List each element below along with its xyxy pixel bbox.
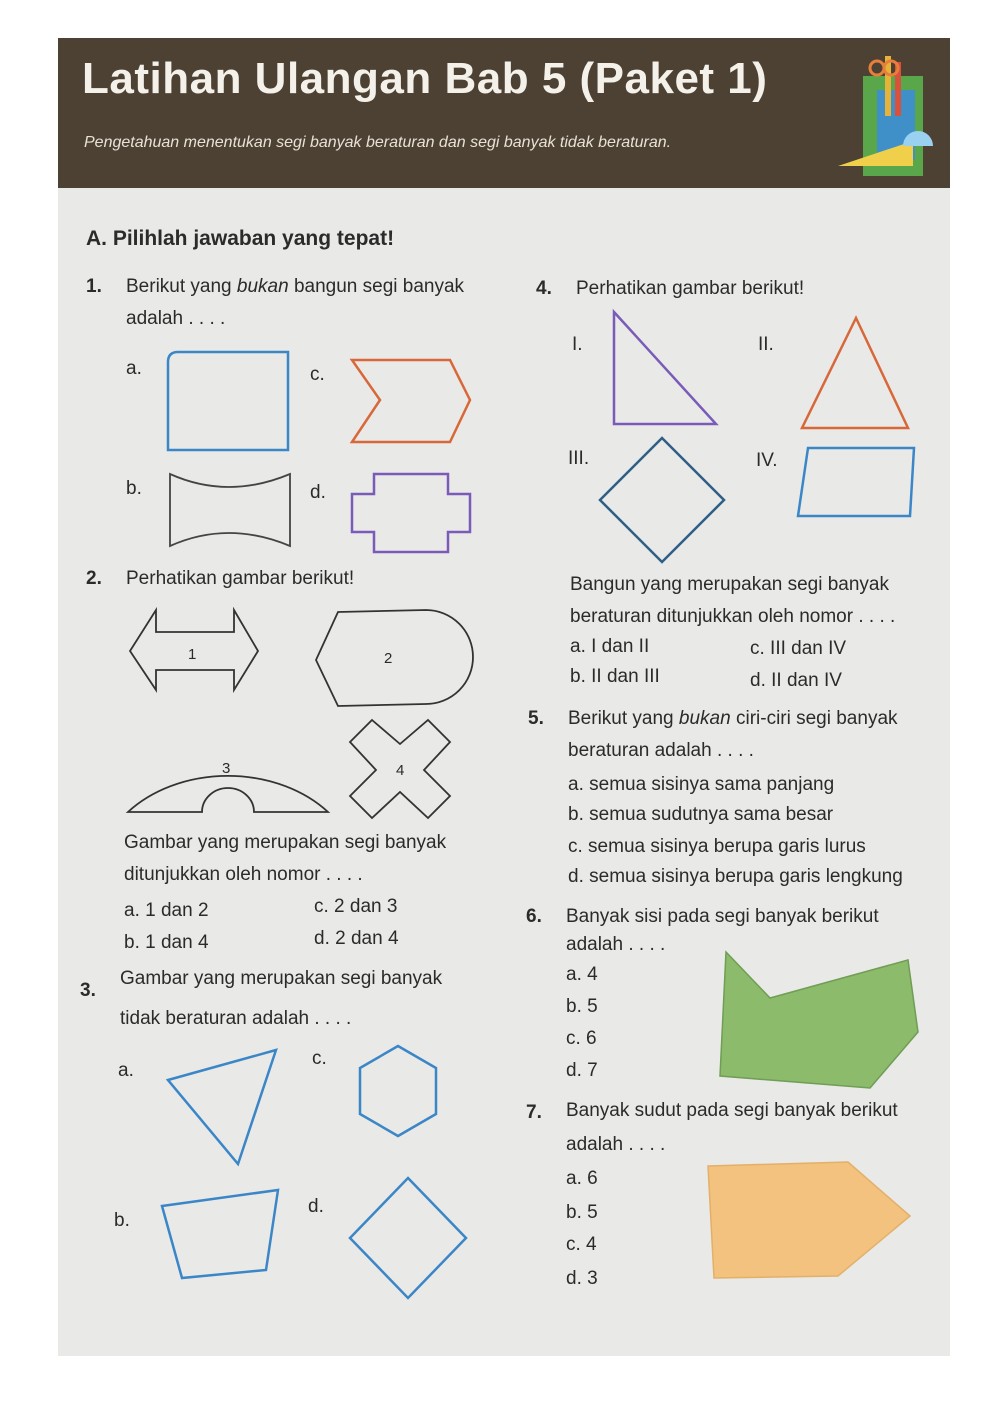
q5-option-c[interactable]: c. semua sisinya berupa garis lurus	[568, 836, 866, 857]
q4-option-c[interactable]: c. III dan IV	[750, 638, 847, 659]
q4-roman-3: III.	[568, 448, 590, 469]
q2-option-b[interactable]: b. 1 dan 4	[124, 932, 209, 953]
q6-filled-polygon	[720, 952, 918, 1088]
q7-option-a[interactable]: a. 6	[566, 1168, 598, 1189]
q4-roman-4: IV.	[756, 450, 778, 471]
q3-shape-b-trapezoid	[162, 1190, 278, 1278]
q7-option-d[interactable]: d. 3	[566, 1268, 598, 1289]
q2-option-a[interactable]: a. 1 dan 2	[124, 900, 209, 921]
q7-filled-pentagon	[708, 1162, 910, 1278]
q1-number: 1.	[86, 276, 102, 297]
q4-option-a[interactable]: a. I dan II	[570, 636, 650, 657]
q2-ask-line1: Gambar yang merupakan segi banyak	[124, 832, 447, 853]
page-title: Latihan Ulangan Bab 5 (Paket 1)	[82, 54, 768, 103]
q7-number: 7.	[526, 1102, 542, 1123]
q4-shape-3-square-diamond	[600, 438, 724, 562]
q3-question-line2: tidak beraturan adalah . . . .	[120, 1008, 352, 1029]
q7-question-line1: Banyak sudut pada segi banyak berikut	[566, 1100, 898, 1121]
q2-shape-label-1: 1	[188, 646, 197, 663]
q7-option-b[interactable]: b. 5	[566, 1202, 598, 1223]
q4-option-b[interactable]: b. II dan III	[570, 666, 660, 687]
q4-number: 4.	[536, 278, 552, 299]
q6-question-line1: Banyak sisi pada segi banyak berikut	[566, 906, 879, 927]
q1-option-a[interactable]: a.	[126, 358, 142, 379]
section-heading: A. Pilihlah jawaban yang tepat!	[86, 227, 395, 250]
q5-question-line2: beraturan adalah . . . .	[568, 740, 754, 761]
q5-option-a[interactable]: a. semua sisinya sama panjang	[568, 774, 835, 795]
q2-shape-label-2: 2	[384, 650, 393, 667]
q2-shape-3-arch	[128, 776, 328, 812]
q2-shape-1-double-arrow	[130, 610, 258, 690]
q4-option-d[interactable]: d. II dan IV	[750, 670, 842, 691]
q3-option-a[interactable]: a.	[118, 1060, 134, 1081]
q1-shape-b-wavy-rectangle	[170, 474, 290, 546]
q2-number: 2.	[86, 568, 102, 589]
q4-ask-line1: Bangun yang merupakan segi banyak	[570, 574, 890, 595]
q2-option-d[interactable]: d. 2 dan 4	[314, 928, 399, 949]
q3-option-c[interactable]: c.	[312, 1048, 327, 1069]
q4-shape-1-right-triangle	[614, 312, 716, 424]
q4-ask-line2: beraturan ditunjukkan oleh nomor . . . .	[570, 606, 896, 627]
q7-question-line2: adalah . . . .	[566, 1134, 666, 1155]
q2-question: Perhatikan gambar berikut!	[126, 568, 355, 589]
q1-option-d[interactable]: d.	[310, 482, 326, 503]
q7-option-c[interactable]: c. 4	[566, 1234, 597, 1255]
q6-question-line2: adalah . . . .	[566, 934, 666, 955]
q3-shape-d-square-diamond	[350, 1178, 466, 1298]
q5-question-line1: Berikut yang bukan ciri-ciri segi banyak	[568, 708, 898, 729]
q1-option-b[interactable]: b.	[126, 478, 142, 499]
q6-option-c[interactable]: c. 6	[566, 1028, 597, 1049]
q3-shape-c-hexagon	[360, 1046, 436, 1136]
q2-shape-4-x-shape	[350, 720, 450, 818]
q4-shape-2-equilateral-triangle	[802, 318, 908, 428]
q1-option-c[interactable]: c.	[310, 364, 325, 385]
q3-option-b[interactable]: b.	[114, 1210, 130, 1231]
q1-shape-a-rounded-rectangle	[168, 352, 288, 450]
q4-question: Perhatikan gambar berikut!	[576, 278, 805, 299]
q5-option-b[interactable]: b. semua sudutnya sama besar	[568, 804, 834, 825]
q6-option-a[interactable]: a. 4	[566, 964, 598, 985]
q1-question-line2: adalah . . . .	[126, 308, 226, 329]
page-subtitle: Pengetahuan menentukan segi banyak beraturan dan segi banyak tidak beraturan.	[84, 134, 672, 151]
q3-question-line1: Gambar yang merupakan segi banyak	[120, 968, 443, 989]
q1-shape-d-cross-polygon	[352, 474, 470, 552]
worksheet-page	[58, 38, 950, 1356]
q3-option-d[interactable]: d.	[308, 1196, 324, 1217]
q3-number: 3.	[80, 980, 96, 1001]
q2-shape-label-4: 4	[396, 762, 405, 779]
q6-number: 6.	[526, 906, 542, 927]
q6-option-b[interactable]: b. 5	[566, 996, 598, 1017]
figures-layer	[58, 38, 950, 1356]
q1-question-line1: Berikut yang bukan bangun segi banyak	[126, 276, 465, 297]
q2-ask-line2: ditunjukkan oleh nomor . . . .	[124, 864, 363, 885]
q5-number: 5.	[528, 708, 544, 729]
q4-shape-4-parallelogram	[798, 448, 914, 516]
q2-shape-2-rounded-hexagon	[316, 610, 473, 706]
q6-option-d[interactable]: d. 7	[566, 1060, 598, 1081]
q1-shape-c-chevron	[352, 360, 470, 442]
q3-shape-a-triangle	[168, 1050, 276, 1164]
q2-option-c[interactable]: c. 2 dan 3	[314, 896, 398, 917]
q4-roman-1: I.	[572, 334, 583, 355]
q2-shape-label-3: 3	[222, 760, 231, 777]
q5-option-d[interactable]: d. semua sisinya berupa garis lengkung	[568, 866, 903, 887]
q4-roman-2: II.	[758, 334, 774, 355]
